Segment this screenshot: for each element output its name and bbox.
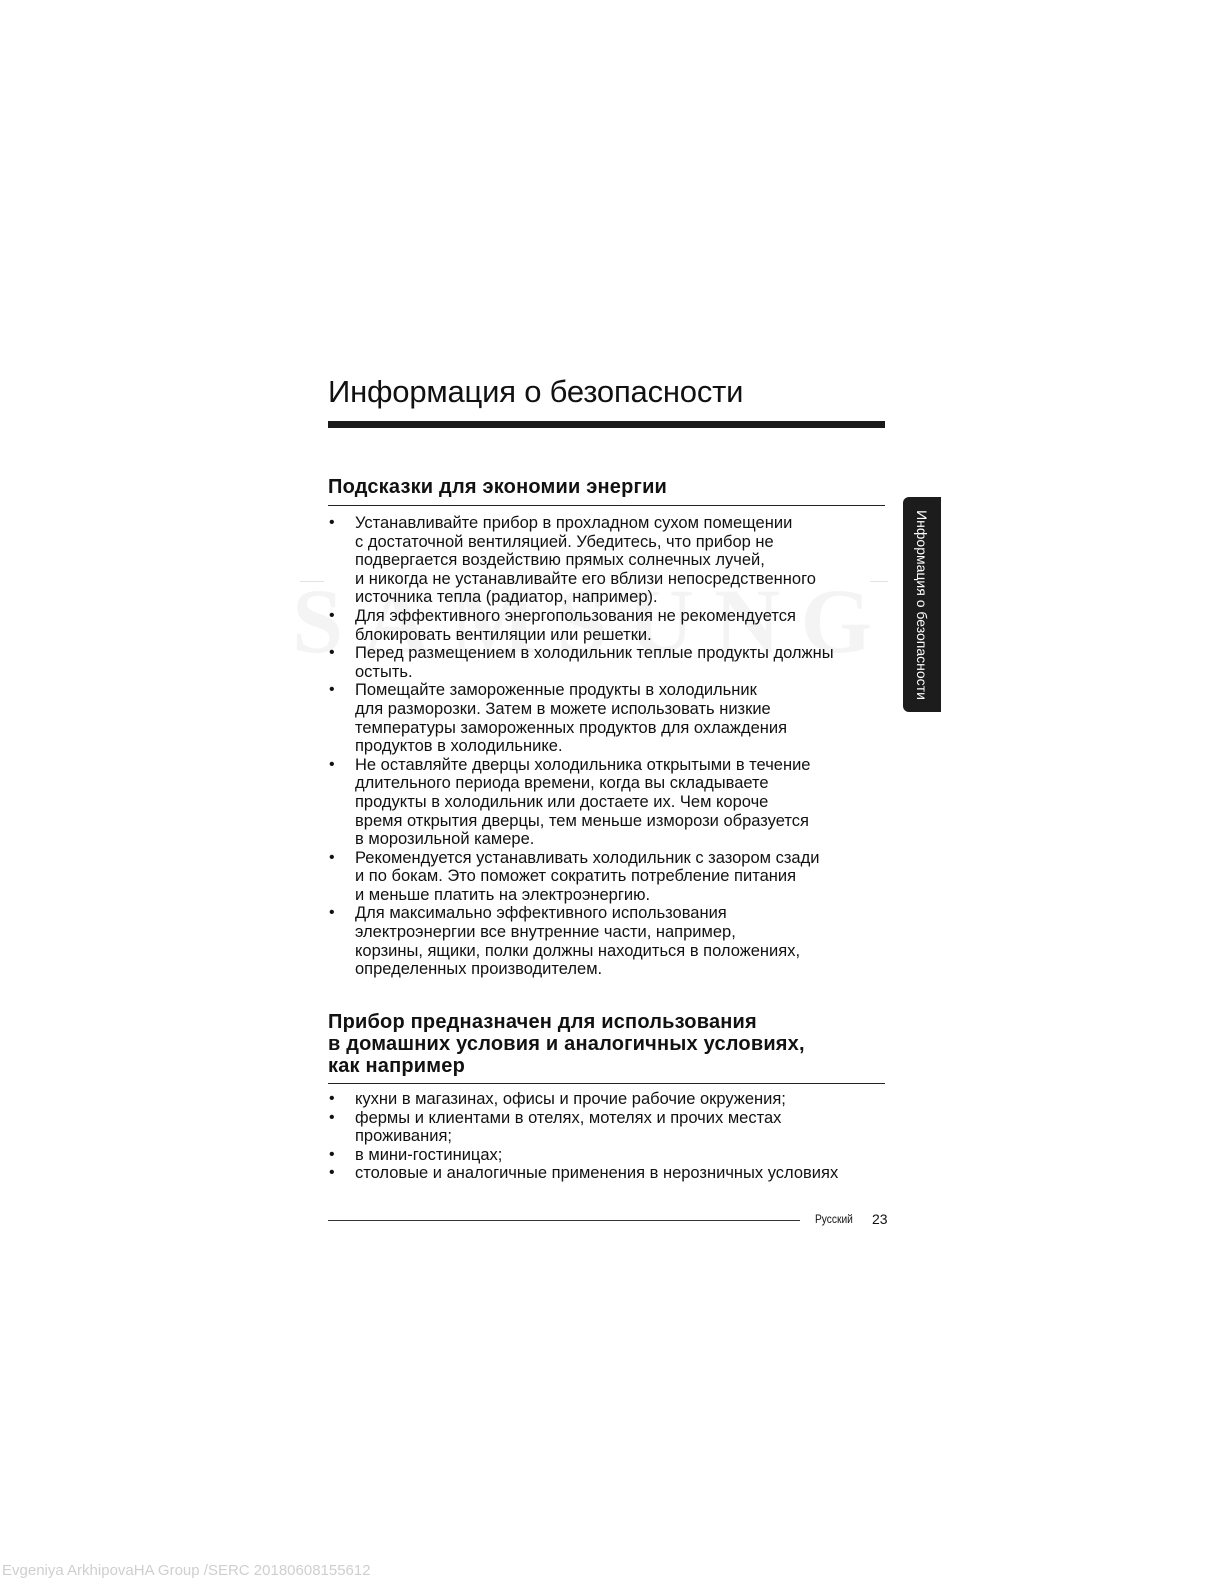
list-item	[328, 1109, 888, 1146]
list-item-line: время открытия дверцы, тем меньше изморози образуется	[355, 811, 809, 830]
list-item-line: продуктов в холодильнике.	[355, 737, 563, 756]
intended-use-heading-line: Прибор предназначен для использования	[328, 1011, 757, 1033]
list-item-line: Не оставляйте дверцы холодильника открытыми в течение	[355, 755, 811, 774]
list-item-line: Устанавливайте прибор в прохладном сухом помещении	[355, 514, 793, 532]
bullet-icon: •	[329, 1164, 335, 1182]
list-item	[328, 1090, 888, 1109]
list-item-line: Рекомендуется устанавливать холодильник с зазором сзади	[355, 848, 820, 867]
list-item-line: температуры замороженных продуктов для охлаждения	[355, 718, 788, 737]
bullet-icon: •	[329, 1108, 335, 1126]
list-item-line: Для максимально эффективного использования	[355, 904, 727, 923]
list-item-line: и меньше платить на электроэнергию.	[355, 885, 651, 904]
intended-use-list	[328, 1090, 888, 1183]
bullet-icon: •	[329, 606, 335, 624]
side-chapter-tab-label: Информация о безопасности	[914, 509, 930, 700]
list-item-line: корзины, ящики, полки должны находиться в положениях,	[355, 941, 801, 960]
list-item	[328, 681, 888, 755]
bullet-icon: •	[329, 755, 335, 773]
list-item	[328, 514, 888, 607]
side-chapter-tab	[903, 497, 941, 712]
list-item-line: Перед размещением в холодильник теплые продукты должны	[355, 644, 834, 663]
list-item	[328, 904, 888, 978]
bullet-icon: •	[329, 1090, 335, 1107]
list-item-line: Помещайте замороженные продукты в холодильник	[355, 681, 757, 700]
title-rule	[328, 421, 885, 428]
bullet-icon: •	[329, 681, 335, 699]
list-item-line: электроэнергии все внутренние части, например,	[355, 923, 736, 942]
footer-language: Русский	[815, 1212, 853, 1226]
energy-tips-list	[328, 514, 888, 979]
list-item	[328, 849, 888, 905]
list-item-line: длительного периода времени, когда вы складываете	[355, 774, 769, 793]
list-item-line: блокировать вентиляции или решетки.	[355, 625, 652, 644]
list-item	[328, 1146, 888, 1165]
bullet-icon: •	[329, 514, 335, 531]
list-item-line: источника тепла (радиатор, например).	[355, 588, 658, 607]
energy-tips-heading: Подсказки для экономии энергии	[328, 476, 668, 498]
list-item-line: с достаточной вентиляцией. Убедитесь, что прибор не	[355, 532, 774, 551]
intended-use-heading-line: в домашних условия и аналогичных условиях,	[328, 1033, 805, 1055]
document-stamp: Evgeniya ArkhipovaHA Group /SERC 20180608155612	[2, 1562, 371, 1579]
list-item	[328, 756, 888, 849]
list-item-line: определенных производителем.	[355, 960, 603, 979]
list-item-line: остыть.	[355, 662, 413, 681]
list-item-line: в морозильной камере.	[355, 830, 535, 849]
page-number: 23	[872, 1211, 888, 1227]
list-item-line: столовые и аналогичные применения в нерозничных условиях	[355, 1164, 839, 1183]
list-item	[328, 607, 888, 644]
bullet-icon: •	[329, 1145, 335, 1163]
list-item	[328, 644, 888, 681]
list-item-line: подвергается воздействию прямых солнечных лучей,	[355, 551, 765, 570]
list-item	[328, 1164, 888, 1183]
watermark-dash	[300, 581, 324, 582]
page-title: Информация о безопасности	[328, 374, 744, 409]
list-item-line: проживания;	[355, 1127, 452, 1146]
list-item-line: продукты в холодильник или достаете их. Чем короче	[355, 792, 769, 811]
list-item-line: и никогда не устанавливайте его вблизи непосредственного	[355, 569, 816, 588]
intended-use-heading	[328, 1011, 805, 1077]
bullet-icon: •	[329, 644, 335, 662]
energy-tips-rule	[328, 505, 885, 506]
list-item-line: Для эффективного энергопользования не рекомендуется	[355, 606, 796, 625]
list-item-line: в мини-гостиницах;	[355, 1145, 503, 1164]
list-item-line: для разморозки. Затем в можете использовать низкие	[355, 699, 771, 718]
bullet-icon: •	[329, 904, 335, 922]
bullet-icon: •	[329, 848, 335, 866]
footer-rule	[328, 1220, 800, 1221]
intended-use-rule	[328, 1083, 885, 1084]
list-item-line: и по бокам. Это поможет сократить потребление питания	[355, 867, 797, 886]
list-item-line: кухни в магазинах, офисы и прочие рабочие окружения;	[355, 1090, 786, 1108]
list-item-line: фермы и клиентами в отелях, мотелях и прочих местах	[355, 1108, 782, 1127]
intended-use-heading-line: как например	[328, 1055, 466, 1077]
